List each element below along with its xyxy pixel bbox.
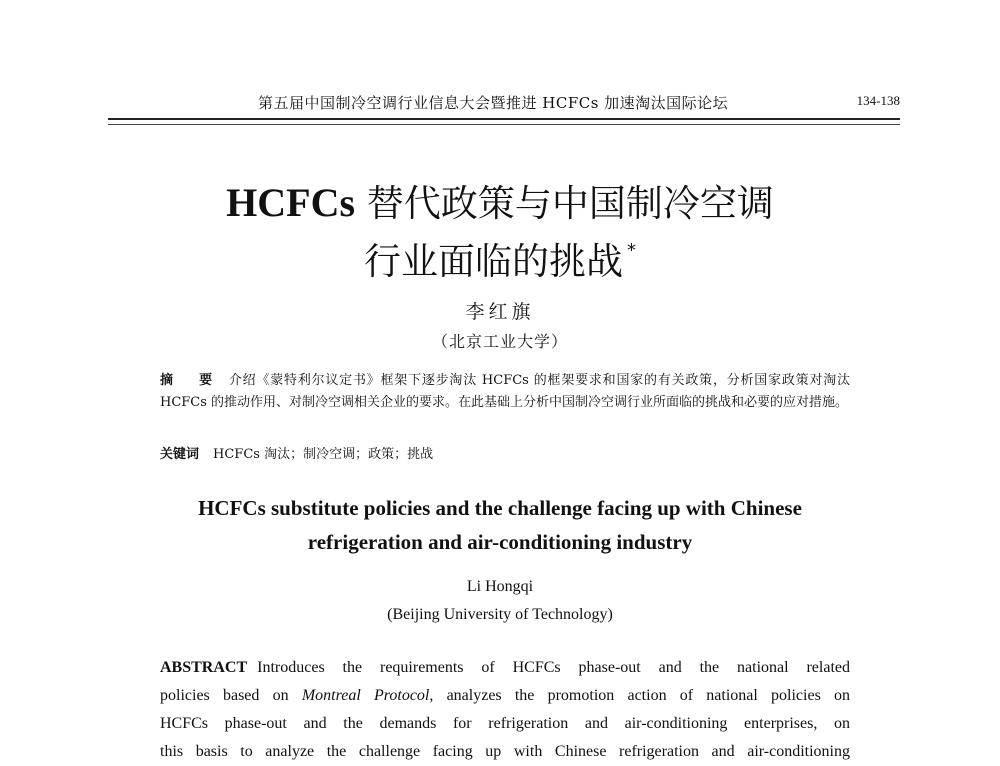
title-cn-line1 — [0, 180, 1000, 227]
abstract-en-text2a: policies based on — [160, 687, 289, 704]
author-cn: 李红旗 — [465, 301, 535, 323]
title-en-line2: refrigeration and air-conditioning industry — [307, 530, 693, 554]
title-cn-latin: HCFCs — [226, 180, 356, 225]
affiliation-cn: （北京工业大学） — [431, 332, 568, 351]
keywords-cn-text: HCFCs 淘汰；制冷空调；政策；挑战 — [213, 447, 434, 462]
header-rule-thick — [108, 118, 900, 120]
footnote-mark: * — [627, 240, 636, 261]
abstract-en-line1 — [160, 654, 850, 682]
page-range: 134-138 — [856, 93, 900, 108]
abstract-cn — [160, 370, 850, 414]
title-en-line1: HCFCs substitute policies and the challenge facing up with Chinese — [198, 496, 802, 520]
abstract-en-text2b: , analyzes the promotion action of national policies on — [429, 687, 851, 704]
affiliation-en: (Beijing University of Technology) — [387, 606, 613, 623]
abstract-cn-text: 介绍《蒙特利尔议定书》框架下逐步淘汰 HCFCs 的框架要求和国家的有关政策，分析国家政策对淘汰 HCFCs 的推动作用、对制冷空调相关企业的要求。在此基础上分析中国制冷空调行业所面临的挑战和必要的应对措施。 — [160, 373, 851, 410]
header-rule-thin — [108, 124, 900, 125]
title-cn-text: 替代政策与中国制冷空调 — [366, 182, 774, 225]
abstract-en-text1: Introduces the requirements of HCFCs phase-out and the national related — [257, 659, 850, 676]
conference-name: 第五届中国制冷空调行业信息大会暨推进 HCFCs 加速淘汰国际论坛 — [258, 94, 729, 112]
abstract-en-line2 — [160, 682, 850, 710]
abstract-en — [160, 654, 850, 766]
running-header — [108, 92, 900, 114]
title-cn-line2-text: 行业面临的挑战 — [364, 240, 623, 283]
abstract-en-line3: HCFCs phase-out and the demands for refrigeration and air-conditioning enterprises, on — [160, 715, 850, 732]
abstract-en-label: ABSTRACT — [160, 659, 248, 676]
abstract-cn-label: 摘 要 — [160, 373, 223, 388]
title-cn-line2 — [0, 228, 1000, 285]
keywords-cn-label: 关键词 — [160, 447, 200, 462]
author-en: Li Hongqi — [466, 578, 534, 595]
keywords-cn — [160, 444, 850, 466]
abstract-en-line4: this basis to analyze the challenge facing up with Chinese refrigeration and air-conditioning — [160, 743, 850, 760]
protocol-name: Montreal Protocol — [301, 687, 430, 704]
